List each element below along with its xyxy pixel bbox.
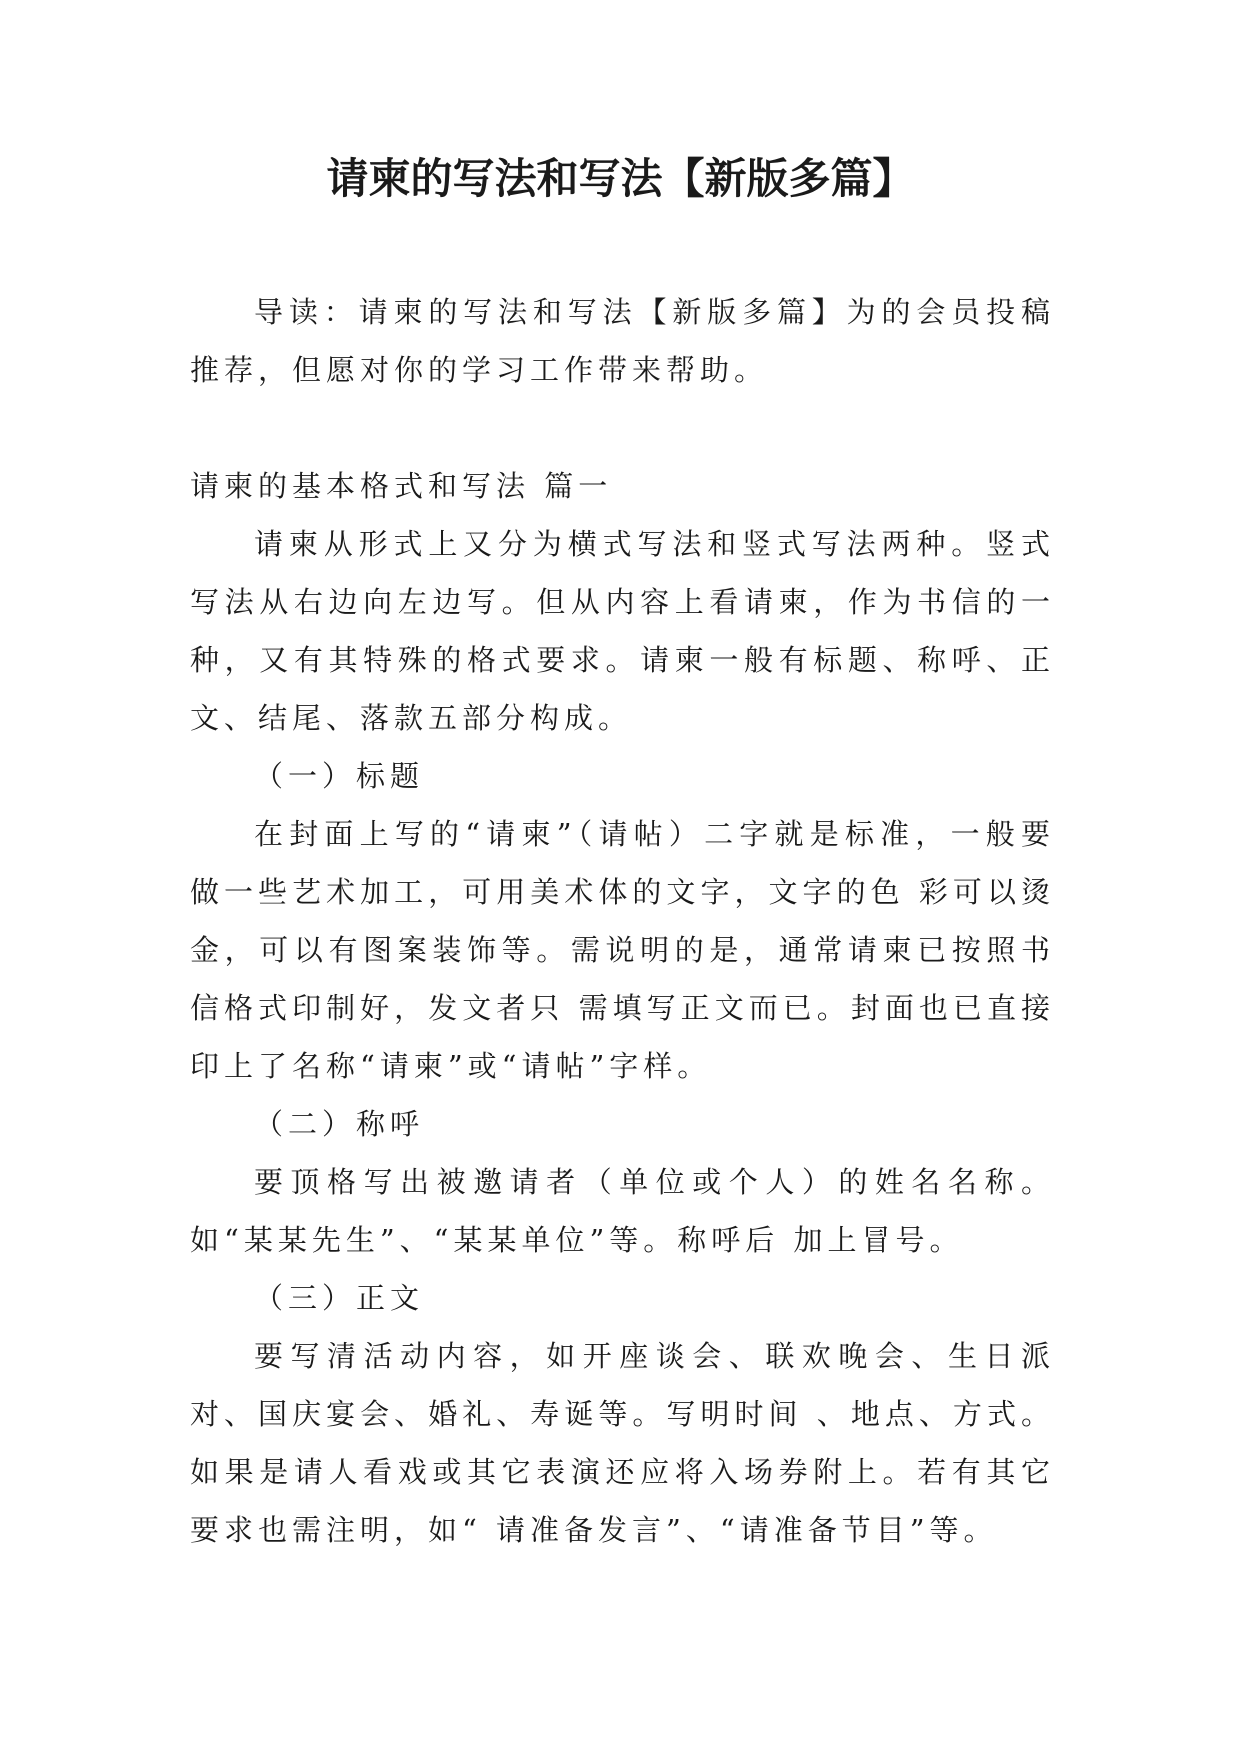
intro-paragraph: 导读：请柬的写法和写法【新版多篇】为的会员投稿推荐，但愿对你的学习工作带来帮助。: [190, 295, 1055, 387]
body-paragraph: 要顶格写出被邀请者（单位或个人）的姓名名称。如“某某先生”、“某某单位”等。称呼后 加上冒号。: [190, 1165, 1055, 1257]
subheading-salutation: （二）称呼: [254, 1107, 425, 1141]
body-paragraph: 在封面上写的“请柬”（请帖）二字就是标准，一般要做一些艺术加工，可用美术体的文字，文字的色 彩可以烫金，可以有图案装饰等。需说明的是，通常请柬已按照书信格式印制好，发文者只 需填写正文而已。封面也已直接印上了名称“请柬”或“请帖”字样。: [190, 817, 1055, 1083]
body-paragraph: 要写清活动内容，如开座谈会、联欢晚会、生日派对、国庆宴会、婚礼、寿诞等。写明时间 、地点、方式。如果是请人看戏或其它表演还应将入场券附上。若有其它要求也需注明，如“ 请准备发言”、“请准备节目”等。: [190, 1339, 1055, 1547]
section-heading: 请柬的基本格式和写法 篇一: [190, 469, 613, 503]
subheading-body: （三）正文: [254, 1281, 425, 1315]
spacer: [190, 399, 1055, 457]
body-paragraph: 请柬从形式上又分为横式写法和竖式写法两种。竖式写法从右边向左边写。但从内容上看请柬，作为书信的一种，又有其特殊的格式要求。请柬一般有标题、称呼、正文、结尾、落款五部分构成。: [190, 527, 1055, 735]
document-title: 请柬的写法和写法【新版多篇】: [326, 154, 915, 203]
document-body: [190, 283, 1055, 1559]
subheading-title: （一）标题: [254, 759, 425, 793]
